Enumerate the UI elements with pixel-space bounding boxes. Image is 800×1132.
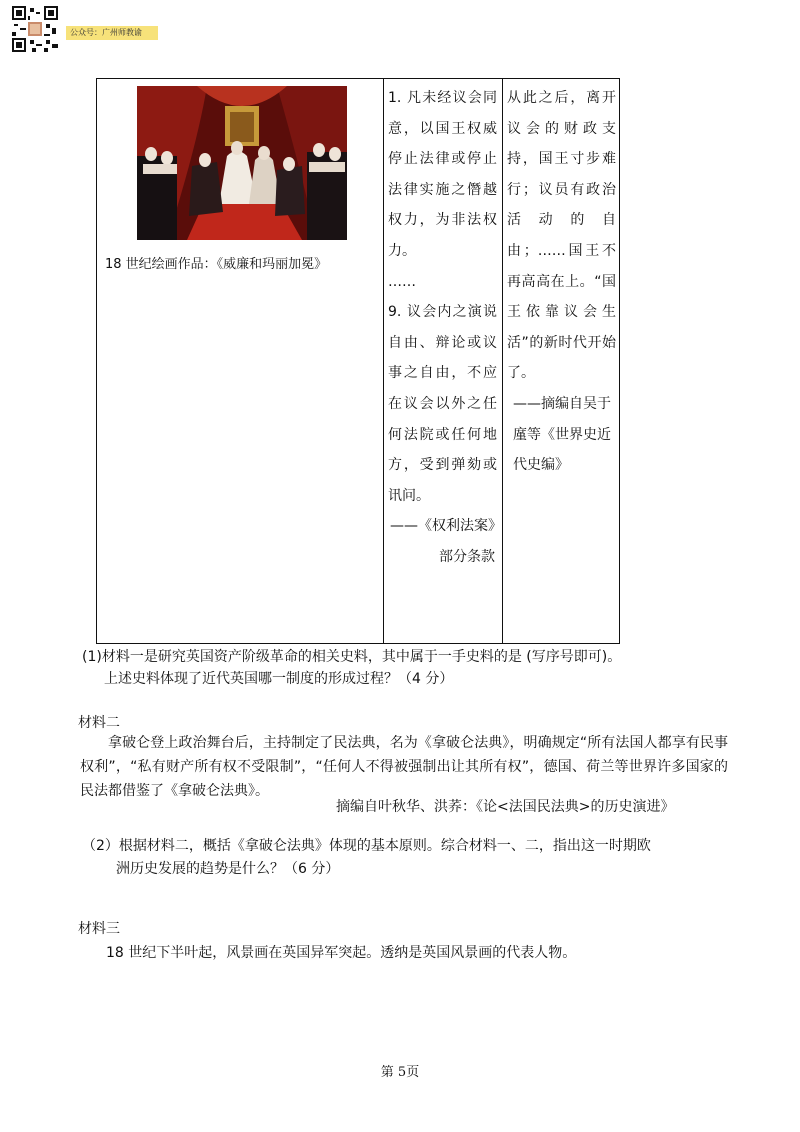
question-2-line-1: （2）根据材料二，概括《拿破仑法典》体现的基本原则。综合材料一、二，指出这一时期欧: [82, 838, 651, 854]
wechat-account-label: 公众号：广州师教谕: [66, 26, 158, 40]
clause-9: 9. 议会内之演说自由、辩论或议事之自由，不应在议会以外之任何法院或任何地方，受到弹劾或讯问。: [388, 304, 497, 504]
material-3-title: 材料三: [78, 921, 120, 937]
material-2-title: 材料二: [78, 715, 120, 731]
question-1-line-1: (1)材料一是研究英国资产阶级革命的相关史料，其中属于一手史料的是 (写序号即可)。: [82, 649, 622, 665]
question-2-line-2: 洲历史发展的趋势是什么？（6 分）: [116, 861, 340, 877]
material-3-body: 18 世纪下半叶起，风景画在英国异军突起。透纳是英国风景画的代表人物。: [106, 945, 577, 961]
page-number: 第 5页: [380, 1065, 420, 1080]
material-2-body: 拿破仑登上政治舞台后，主持制定了民法典，名为《拿破仑法典》，明确规定“所有法国人都享有民事权利”，“私有财产所有权不受限制”，“任何人不得被强制出让其所有权”，德国、荷兰等世界许多国家的民法都借鉴了《拿破仑法典》。: [80, 735, 728, 799]
clause-1: 1. 凡未经议会同意，以国王权威停止法律或停止法律实施之僭越权力，为非法权力。: [388, 90, 497, 259]
review-text: 从此之后，离开议会的财政支持，国王寸步难行；议员有政治活动的自由；……国王不再高高在上。“国王依靠议会生活”的新时代开始了。: [507, 90, 616, 382]
coronation-painting-image: [137, 86, 347, 240]
qr-code-icon: [12, 6, 58, 52]
material-one-table: [96, 78, 620, 644]
clauses-source: ——《权利法案》部分条款: [390, 518, 495, 565]
bill-of-rights-clauses: [388, 83, 497, 573]
column-divider: [502, 79, 503, 643]
material-2-source: 摘编自叶秋华、洪荞：《论<法国民法典>的历史演进》: [336, 799, 675, 815]
clause-ellipsis: ……: [388, 273, 416, 290]
review-source: ——摘编自吴于廑等《世界史近代史编》: [513, 395, 611, 474]
historian-review: [507, 83, 616, 481]
question-1-line-2: 上述史料体现了近代英国哪一制度的形成过程？（4 分）: [104, 671, 454, 687]
painting-caption: 18 世纪绘画作品：《威廉和玛丽加冕》: [105, 257, 328, 272]
column-divider: [383, 79, 384, 643]
